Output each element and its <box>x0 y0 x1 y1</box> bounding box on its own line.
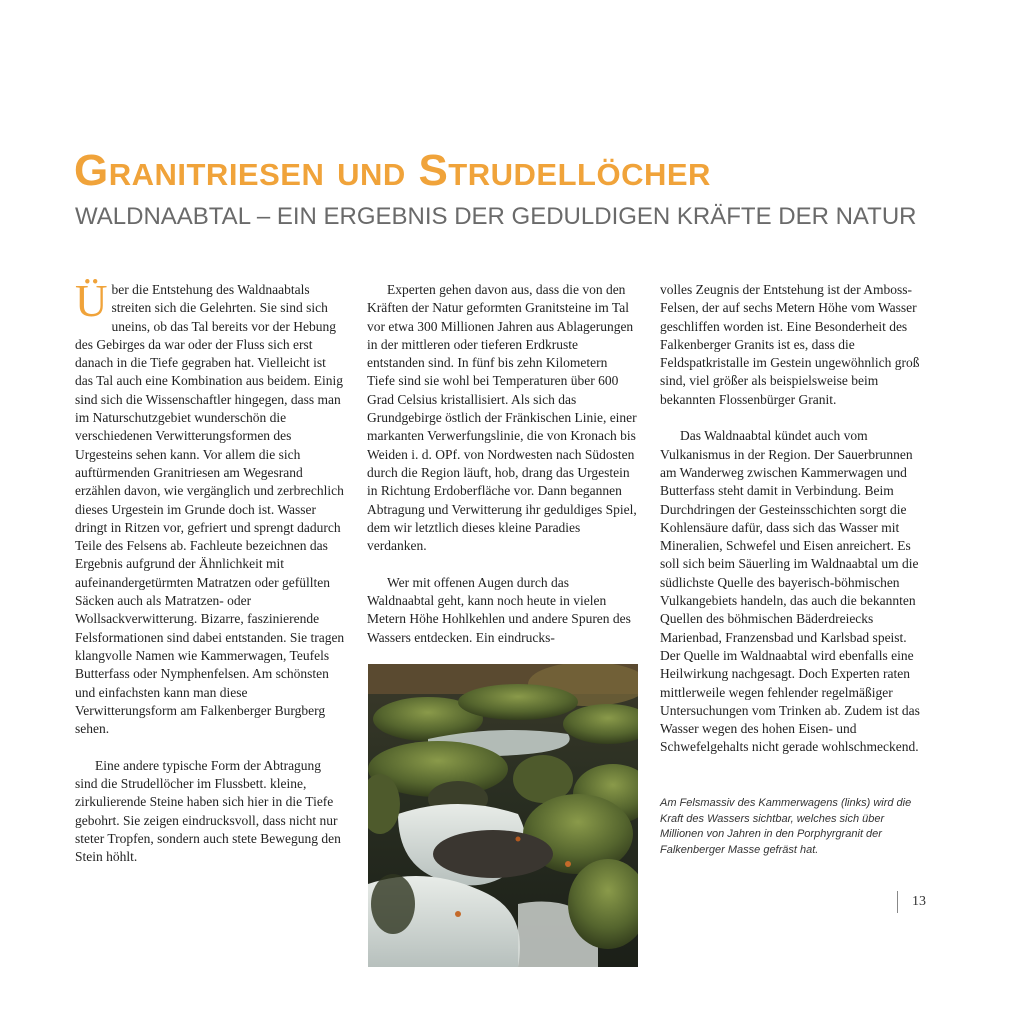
page-title: Granitriesen und Strudellöcher <box>74 146 711 195</box>
text-column-2 <box>367 281 637 665</box>
waterfall-photo <box>368 664 638 967</box>
paragraph: Das Waldnaabtal kündet auch vom Vulkanismus in der Region. Der Sauerbrunnen am Wanderweg zwischen Kammerwagen und Butterfass steht damit in Verbindung. Beim Durchdringen der Gesteinsschichten sorgt die Kohlensäure dafür, dass sich das Wasser mit Mineralien, Schwefel und Eisen anreichert. Es soll sich beim Säuerling im Waldnaabtal um die südlichste Quelle des bayerisch-böhmischen Vulkangebiets handeln, das auch die bekannten Quellen des böhmischen Bäderdreiecks Marienbad, Franzensbad und Karlsbad speist. Der Quelle im Waldnaabtal wird ebenfalls eine Heilwirkung nachgesagt. Doch Experten raten mittlerweile wegen fehlender regelmäßiger Untersuchungen vom Trinken ab. Zudem ist das Wasser wegen des hohen Eisen- und Schwefelgehalts nicht gerade wohlschmeckend. <box>660 428 920 755</box>
text-column-1 <box>75 276 345 885</box>
page-subtitle: WALDNAABTAL – EIN ERGEBNIS DER GEDULDIGEN KRÄFTE DER NATUR <box>75 203 917 230</box>
waterfall-photo-graphic <box>368 664 638 967</box>
paragraph: Über die Entstehung des Waldnaabtals streiten sich die Gelehrten. Sie sind sich uneins, ob das Tal bereits vor der Hebung des Gebirges da war oder der Fluss sich erst danach in die Tiefe gegraben hat. Vielleicht ist das Tal auch eine Kombination aus beidem. Einig sind sich die Wissenschaftler hingegen, dass man im Naturschutzgebiet wunderschön die verschiedenen Verwitterungsformen des Urgesteins sehen kann. Vor allem die sich auftürmenden Granitriesen am Wegesrand erzählen davon, wie vergänglich und zerbrechlich dieses Urgestein im Grunde doch ist. Wasser dringt in Ritzen vor, gefriert und sprengt dadurch Teile des Felsens ab. Fachleute bezeichnen das Ergebnis aufgrund der Ähnlichkeit mit aufeinandergetürmten Matratzen oder gefüllten Säcken auch als Matratzen- oder Wollsackverwitterung. Bizarre, faszinierende Felsformationen sind dabei entstanden. Sie tragen klangvolle Namen wie Kammerwagen, Teufels Butterfass oder Nymphenfelsen. Am schönsten und einfachsten kann man diese Verwitterungsform am Falkenberger Burgberg sehen. <box>75 276 345 737</box>
text-column-3 <box>660 281 930 775</box>
paragraph: volles Zeugnis der Entstehung ist der Amboss-Felsen, der auf sechs Metern Höhe vom Wasser geschliffen worden ist. Eine Besonderheit des Falkenberger Granits ist es, dass die Feldspatkristalle im Gestein ungewöhnlich groß sind, viel größer als beispielsweise beim bekannten Flossenbürger Granit. <box>660 282 920 407</box>
paragraph: Experten gehen davon aus, dass die von den Kräften der Natur geformten Granitsteine im Tal vor etwa 300 Millionen Jahren aus Ablagerungen in der mittleren oder tieferen Erdkruste entstanden sind. In fünf bis zehn Kilometern Tiefe sind sie wohl bei Temperaturen über 600 Grad Celsius kristallisiert. Als sich das Grundgebirge östlich der Fränkischen Linie, einer markanten Verwerfungslinie, die von Kronach bis Weiden i. d. OPf. von Nordwesten nach Südosten durch die Region läuft, hob, drang das Urgestein in Richtung Erdoberfläche vor. Dann begannen Abtragung und Verwitterung ihr geduldiges Spiel, dem wir letztlich dieses kleine Paradies verdanken. <box>367 282 637 554</box>
paragraph: Wer mit offenen Augen durch das Waldnaabtal geht, kann noch heute in vielen Metern Höhe Hohlkehlen und andere Spuren des Wassers entdecken. Ein eindrucks- <box>367 574 631 645</box>
paragraph: Eine andere typische Form der Abtragung sind die Strudellöcher im Flussbett. kleine, zirkulierende Steine haben sich hier in die Tiefe gebohrt. Sie zeigen eindrucksvoll, dass nicht nur steter Tropfen, sondern auch stete Bewegung den Stein höhlt. <box>75 757 341 865</box>
page-number: 13 <box>912 894 926 909</box>
photo-caption: Am Felsmassiv des Kammerwagens (links) wird die Kraft des Wassers sichtbar, welches sich über Millionen von Jahren in den Porphyrgranit der Falkenberger Masse gefräst hat. <box>660 797 912 856</box>
page-number-divider <box>897 891 898 913</box>
drop-cap: Ü <box>75 276 108 326</box>
